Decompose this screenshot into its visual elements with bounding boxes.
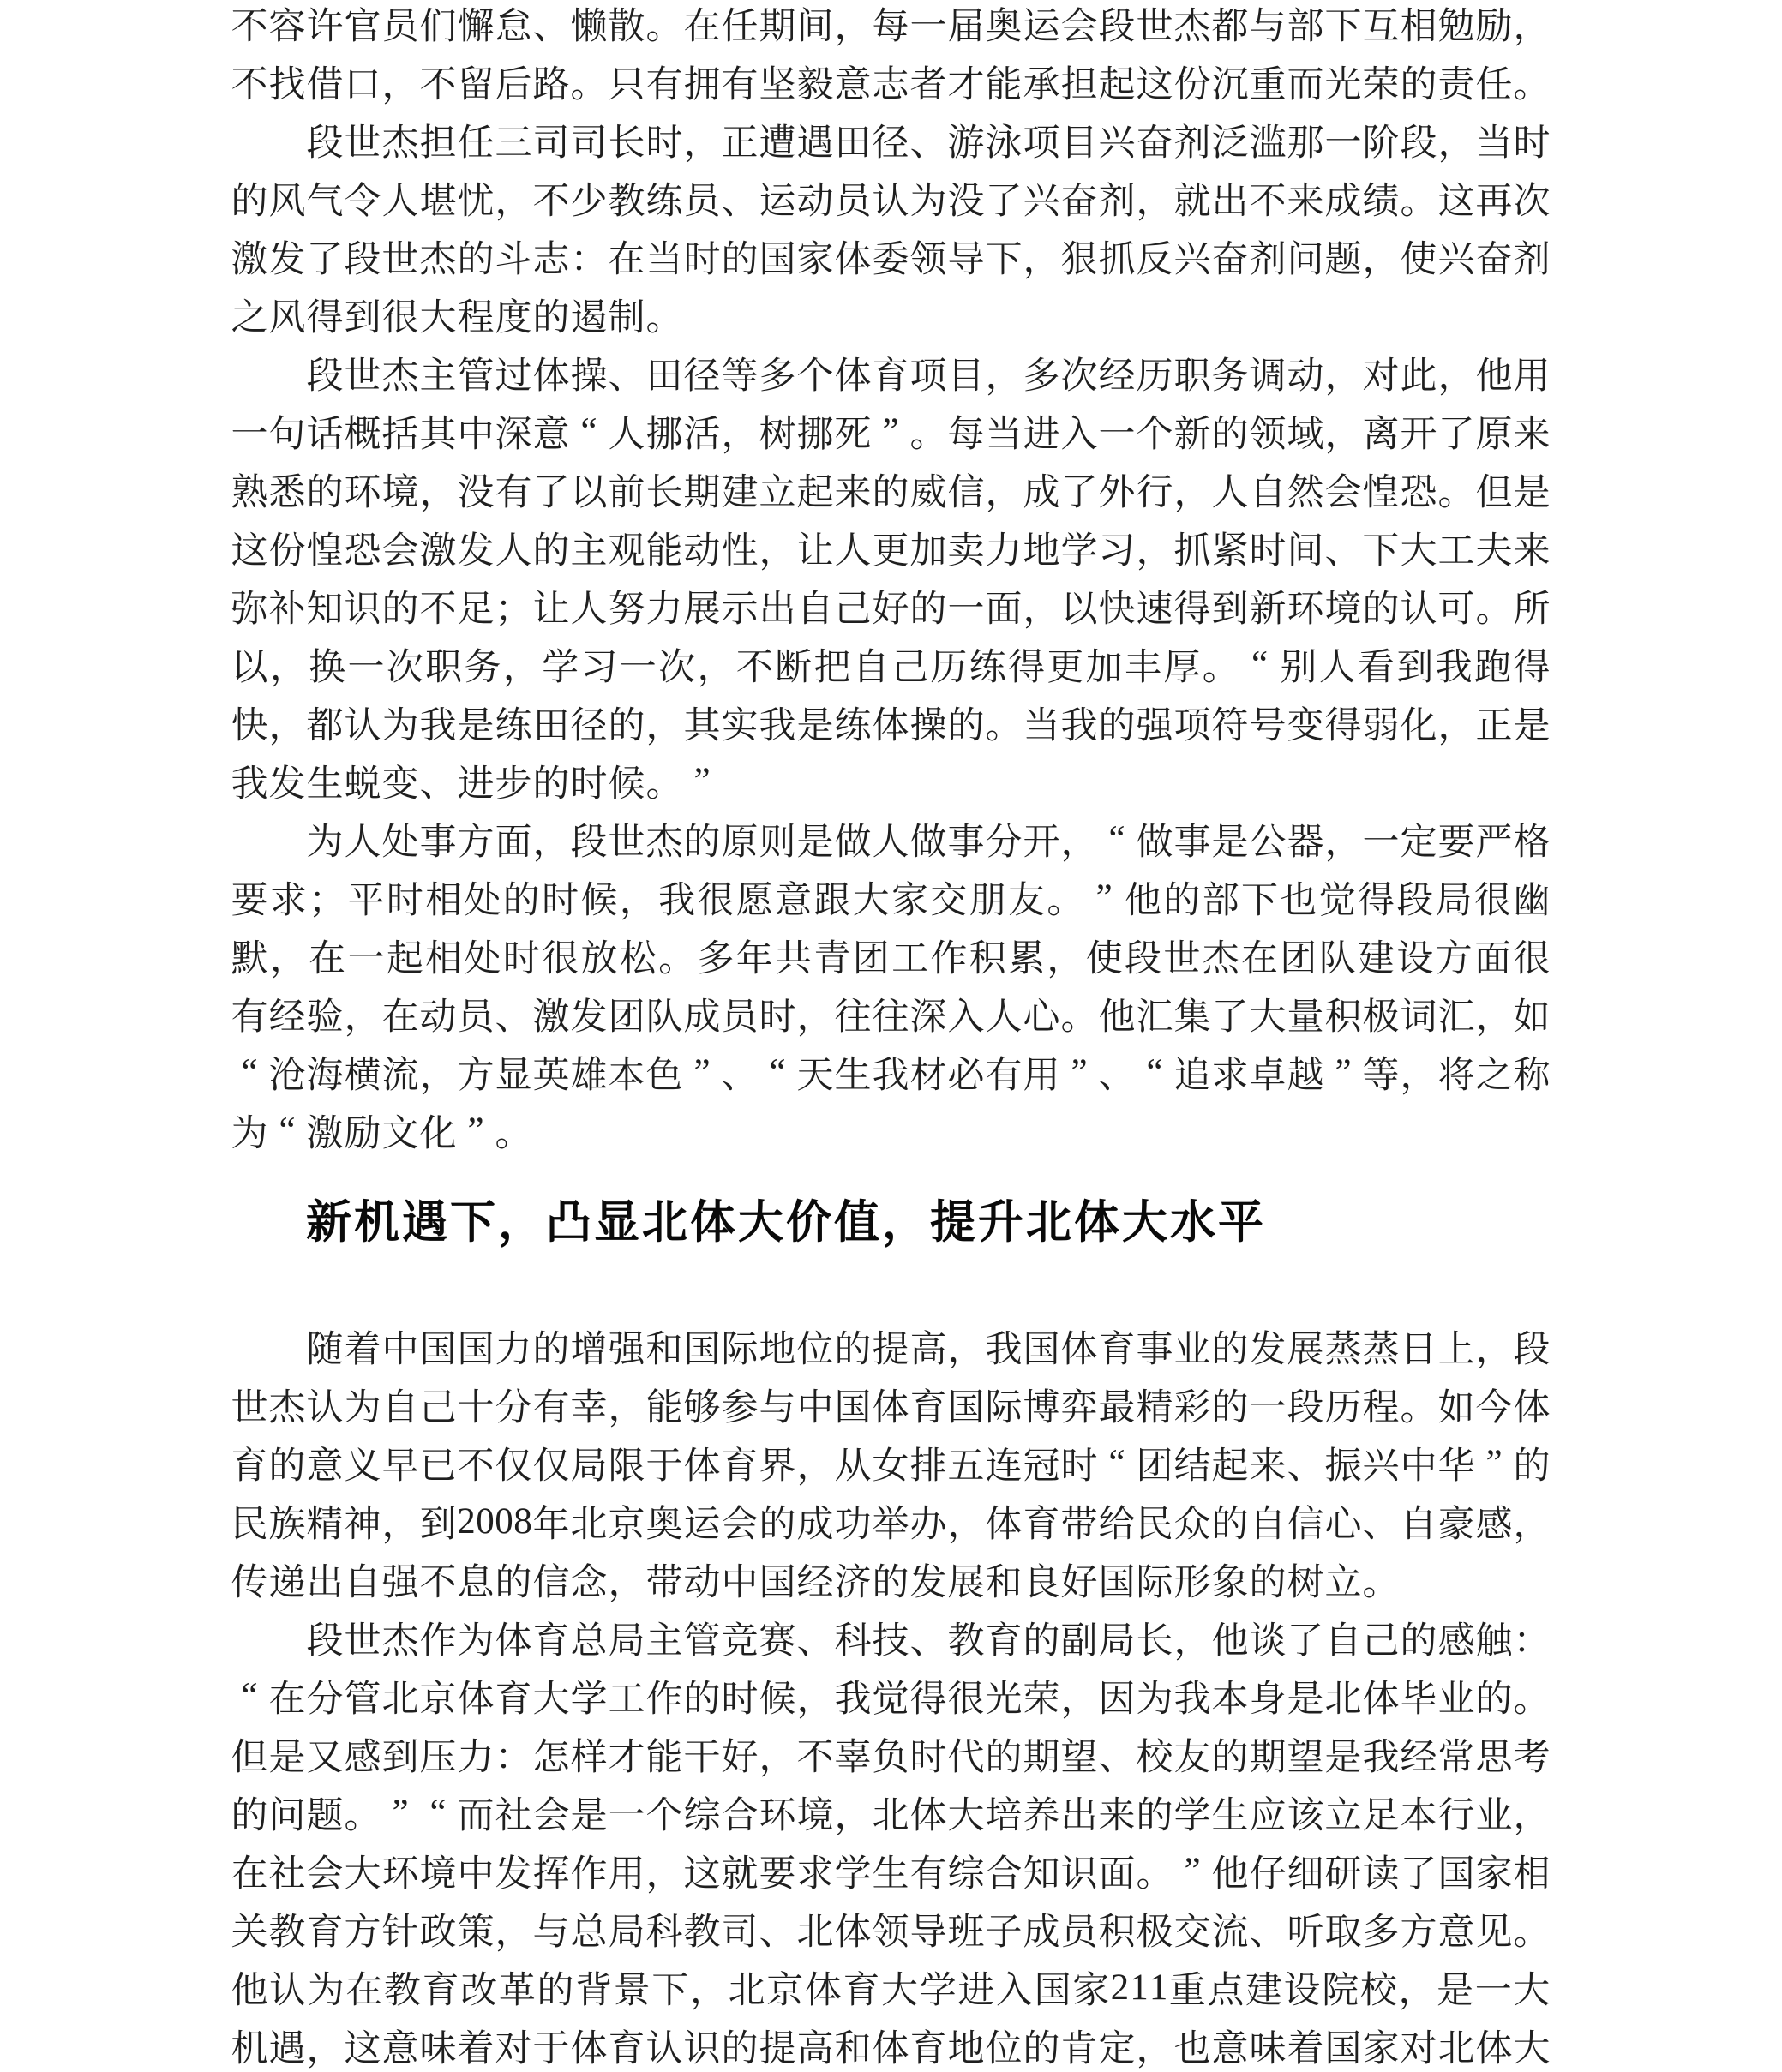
text-line: 他 认 为 在 教 育 改 革 的 背 景 下 ， 北 京 体 育 大 学 进 入 国 家 2 1 1 重 点 建 设 院 校 ， 是 一 大 bbox=[231, 1967, 1551, 2011]
text-line: 为 “ 激 励 文 化 ” 。 bbox=[231, 1110, 532, 1154]
text-block bbox=[231, 0, 1551, 2072]
text-line: 熟 悉 的 环 境 ， 没 有 了 以 前 长 期 建 立 起 来 的 威 信 ， 成 了 外 行 ， 人 自 然 会 惶 恐 。 但 是 bbox=[231, 472, 1551, 513]
text-line: 快 ， 都 认 为 我 是 练 田 径 的 ， 其 实 我 是 练 体 操 的 。 当 我 的 强 项 符 号 变 得 弱 化 ， 正 是 bbox=[231, 705, 1551, 746]
text-line: 机 遇 ， 这 意 味 着 对 于 体 育 认 识 的 提 高 和 体 育 地 位 的 肯 定 ， 也 意 味 着 国 家 对 北 体 大 bbox=[231, 2028, 1551, 2069]
text-line: 默 ， 在 一 起 相 处 时 很 放 松 。 多 年 共 青 团 工 作 积 累 ， 使 段 世 杰 在 团 队 建 设 方 面 很 bbox=[231, 938, 1551, 979]
text-line: 不 找 借 口 ， 不 留 后 路 。 只 有 拥 有 坚 毅 意 志 者 才 能 承 担 起 这 份 沉 重 而 光 荣 的 责 任 。 bbox=[231, 64, 1551, 105]
text-line: 民 族 精 神 ， 到 2 0 0 8 年 北 京 奥 运 会 的 成 功 举 办 ， 体 育 带 给 民 众 的 自 信 心 、 自 豪 感 ， bbox=[231, 1500, 1551, 1545]
text-line: 在 社 会 大 环 境 中 发 挥 作 用 ， 这 就 要 求 学 生 有 综 合 知 识 面 。 ” 他 仔 细 研 读 了 国 家 相 bbox=[231, 1850, 1551, 1895]
text-line: 段 世 杰 担 任 三 司 司 长 时 ， 正 遭 遇 田 径 、 游 泳 项 目 兴 奋 剂 泛 滥 那 一 阶 段 ， 当 时 bbox=[306, 123, 1551, 164]
text-line: 弥 补 知 识 的 不 足 ； 让 人 努 力 展 示 出 自 己 好 的 一 面 ， 以 快 速 得 到 新 环 境 的 认 可 。 所 bbox=[231, 589, 1551, 630]
text-line: 我 发 生 蜕 变 、 进 步 的 时 候 。 ” bbox=[231, 760, 711, 805]
text-line: 要 求 ； 平 时 相 处 的 时 候 ， 我 很 愿 意 跟 大 家 交 朋 友 。 ” 他 的 部 下 也 觉 得 段 局 很 幽 bbox=[231, 877, 1551, 921]
text-line: 有 经 验 ， 在 动 员 、 激 发 团 队 成 员 时 ， 往 往 深 入 人 心 。 他 汇 集 了 大 量 积 极 词 汇 ， 如 bbox=[231, 997, 1551, 1038]
text-line: 随 着 中 国 国 力 的 增 强 和 国 际 地 位 的 提 高 ， 我 国 体 育 事 业 的 发 展 蒸 蒸 日 上 ， 段 bbox=[306, 1329, 1551, 1370]
text-line: 一 句 话 概 括 其 中 深 意 “ 人 挪 活 ， 树 挪 死 ” 。 每 当 进 入 一 个 新 的 领 域 ， 离 开 了 原 来 bbox=[231, 410, 1551, 455]
text-line: 的 问 题 。 ” “ 而 社 会 是 一 个 综 合 环 境 ， 北 体 大 培 养 出 来 的 学 生 应 该 立 足 本 行 业 ， bbox=[231, 1792, 1551, 1836]
section-heading: 新机遇下，凸显北体大价值，提升北体大水平 bbox=[306, 1197, 1266, 1248]
text-line: 但 是 又 感 到 压 力 ： 怎 样 才 能 干 好 ， 不 辜 负 时 代 的 期 望 、 校 友 的 期 望 是 我 经 常 思 考 bbox=[231, 1737, 1551, 1778]
text-line: 的 风 气 令 人 堪 忧 ， 不 少 教 练 员 、 运 动 员 认 为 没 了 兴 奋 剂 ， 就 出 不 来 成 绩 。 这 再 次 bbox=[231, 181, 1551, 222]
text-line: 育 的 意 义 早 已 不 仅 仅 局 限 于 体 育 界 ， 从 女 排 五 连 冠 时 “ 团 结 起 来 、 振 兴 中 华 ” 的 bbox=[231, 1442, 1551, 1487]
text-line: 以 ， 换 一 次 职 务 ， 学 习 一 次 ， 不 断 把 自 己 历 练 得 更 加 丰 厚 。 “ 别 人 看 到 我 跑 得 bbox=[231, 644, 1551, 688]
text-line: 为 人 处 事 方 面 ， 段 世 杰 的 原 则 是 做 人 做 事 分 开 ， “ 做 事 是 公 器 ， 一 定 要 严 格 bbox=[306, 818, 1551, 863]
text-line: 激 发 了 段 世 杰 的 斗 志 ： 在 当 时 的 国 家 体 委 领 导 下 ， 狠 抓 反 兴 奋 剂 问 题 ， 使 兴 奋 剂 bbox=[231, 239, 1551, 280]
text-line: “ 在 分 管 北 京 体 育 大 学 工 作 的 时 候 ， 我 觉 得 很 光 荣 ， 因 为 我 本 身 是 北 体 毕 业 的 。 bbox=[241, 1675, 1551, 1720]
text-line: 段 世 杰 作 为 体 育 总 局 主 管 竞 赛 、 科 技 、 教 育 的 副 局 长 ， 他 谈 了 自 己 的 感 触 ： bbox=[306, 1620, 1551, 1662]
text-line: 传 递 出 自 强 不 息 的 信 念 ， 带 动 中 国 经 济 的 发 展 和 良 好 国 际 形 象 的 树 立 。 bbox=[231, 1562, 1400, 1603]
text-line: “ 沧 海 横 流 ， 方 显 英 雄 本 色 ” 、 “ 天 生 我 材 必 有 用 ” 、 “ 追 求 卓 越 ” 等 ， 将 之 称 bbox=[241, 1051, 1551, 1096]
text-line: 关 教 育 方 针 政 策 ， 与 总 局 科 教 司 、 北 体 领 导 班 子 成 员 积 极 交 流 、 听 取 多 方 意 见 。 bbox=[231, 1912, 1551, 1953]
text-line: 不 容 许 官 员 们 懈 怠 、 懒 散 。 在 任 期 间 ， 每 一 届 奥 运 会 段 世 杰 都 与 部 下 互 相 勉 励 ， bbox=[231, 6, 1551, 47]
text-line: 世 杰 认 为 自 己 十 分 有 幸 ， 能 够 参 与 中 国 体 育 国 际 博 弈 最 精 彩 的 一 段 历 程 。 如 今 体 bbox=[231, 1387, 1551, 1428]
text-line: 这 份 惶 恐 会 激 发 人 的 主 观 能 动 性 ， 让 人 更 加 卖 力 地 学 习 ， 抓 紧 时 间 、 下 大 工 夫 来 bbox=[231, 530, 1551, 572]
text-line: 段 世 杰 主 管 过 体 操 、 田 径 等 多 个 体 育 项 目 ， 多 次 经 历 职 务 调 动 ， 对 此 ， 他 用 bbox=[306, 356, 1551, 397]
text-line: 之 风 得 到 很 大 程 度 的 遏 制 。 bbox=[231, 297, 683, 338]
